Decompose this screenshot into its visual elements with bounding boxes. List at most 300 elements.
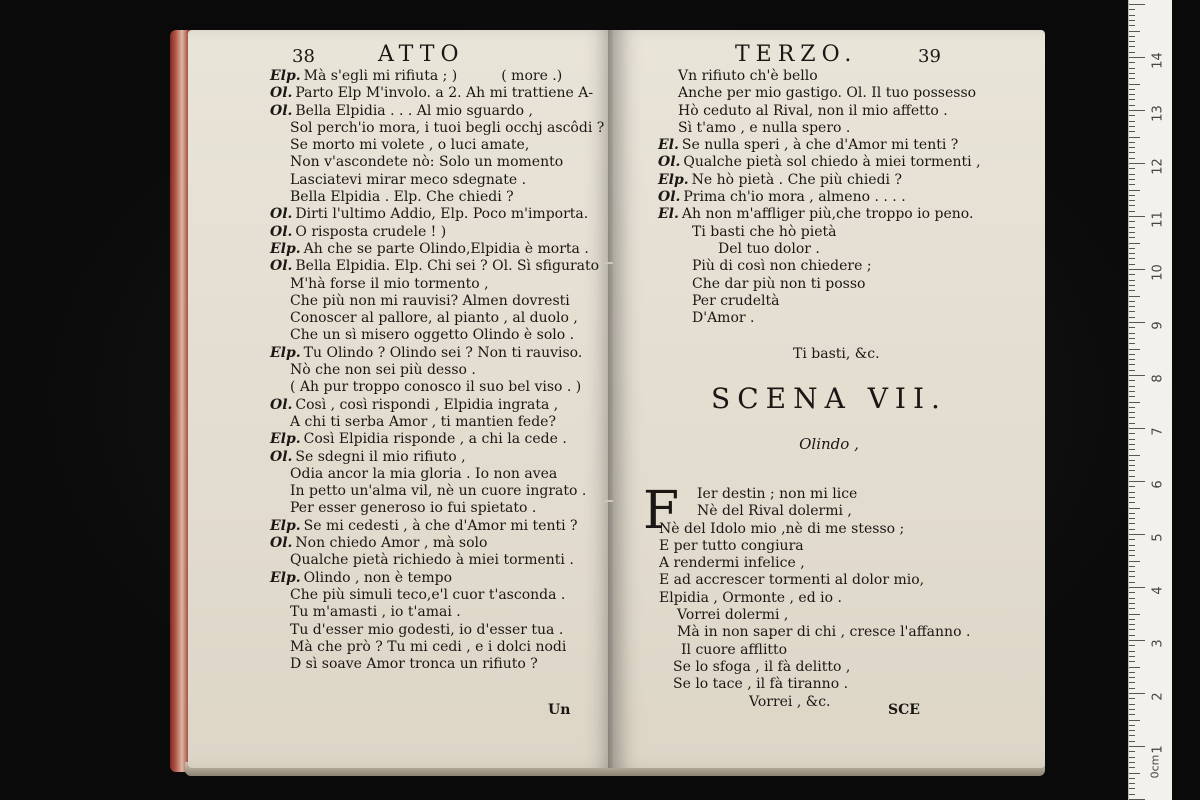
line-text: Olindo , non è tempo [303, 569, 453, 586]
left-page-text [270, 68, 604, 673]
ruler-tick [1129, 741, 1135, 742]
ruler-tick [1129, 645, 1135, 646]
text-line [658, 154, 981, 171]
ruler-tick [1129, 773, 1140, 774]
ruler-tick [1129, 41, 1135, 42]
text-line [270, 120, 604, 137]
ruler-tick [1129, 693, 1145, 694]
ruler-tick [1129, 227, 1135, 228]
ruler-tick [1129, 412, 1135, 413]
ruler-tick [1129, 343, 1135, 344]
ruler-tick [1129, 338, 1135, 339]
left-page [188, 30, 613, 768]
line-text: Nò che non sei più desso . [290, 362, 476, 379]
scene-line: Ier destin ; non mi lice [697, 486, 858, 502]
text-line [270, 172, 604, 189]
speaker-label: Ol. [270, 223, 293, 240]
ruler-tick [1129, 20, 1135, 21]
text-line [658, 258, 981, 275]
text-line [658, 120, 981, 137]
ruler-tick [1129, 168, 1135, 169]
speaker-label: Elp. [658, 171, 689, 188]
line-text: Non chiedo Amor , mà solo [295, 535, 488, 552]
ruler-tick [1129, 190, 1140, 191]
ruler-tick [1129, 386, 1135, 387]
ruler-tick [1129, 545, 1135, 546]
ruler-tick [1129, 587, 1145, 588]
ruler-tick [1129, 163, 1145, 164]
line-text: Così Elpidia risponde , a chi la cede . [303, 431, 567, 448]
text-line [658, 172, 981, 189]
ruler-number: 5 [1150, 533, 1166, 542]
ruler-tick [1129, 682, 1135, 683]
ruler-tick [1129, 476, 1135, 477]
line-text: Qualche pietà sol chiedo à miei tormenti , [683, 154, 981, 171]
ruler-tick [1129, 232, 1135, 233]
line-text: M'hà forse il mio tormento , [290, 275, 489, 292]
text-line [270, 466, 604, 483]
ruler-tick [1129, 518, 1135, 519]
ruler-tick [1129, 709, 1135, 710]
ruler-tick [1129, 608, 1135, 609]
ruler-tick [1129, 105, 1135, 106]
ruler-tick [1129, 598, 1135, 599]
line-text: Ah non m'affliger più,che troppo io peno. [681, 206, 974, 223]
ruler-tick [1129, 651, 1135, 652]
text-line [658, 310, 981, 327]
ruler-tick [1129, 539, 1135, 540]
ruler-tick [1129, 677, 1135, 678]
text-line [270, 189, 604, 206]
ruler-tick [1129, 205, 1135, 206]
ruler-tick [1129, 407, 1135, 408]
ruler-tick [1129, 470, 1135, 471]
scene-line: Il cuore afflitto [681, 641, 788, 658]
ruler-tick [1129, 778, 1135, 779]
scene-line: Nè del Idolo mio ,nè di me stesso ; [659, 520, 905, 537]
ruler-tick [1129, 285, 1135, 286]
ruler-tick [1129, 179, 1135, 180]
ruler-tick [1129, 730, 1135, 731]
speaker-label: Elp. [270, 569, 301, 586]
ruler-tick [1129, 561, 1140, 562]
ruler-tick [1129, 566, 1135, 567]
ditto-line: Ti basti, &c. [793, 346, 880, 362]
ruler-tick [1129, 794, 1135, 795]
ruler-tick [1129, 624, 1135, 625]
ruler-tick [1129, 68, 1135, 69]
ruler-tick [1129, 455, 1140, 456]
ruler-tick [1129, 402, 1140, 403]
line-text: Tu d'esser mio godesti, io d'esser tua . [290, 621, 564, 638]
ruler-number: 12 [1150, 158, 1166, 175]
text-line [658, 224, 981, 241]
ruler-tick [1129, 253, 1135, 254]
scene-line: Se lo tace , il fà tiranno . [673, 676, 849, 693]
text-line [658, 103, 981, 120]
text-line [270, 362, 604, 379]
speaker-label: El. [658, 137, 679, 154]
line-text: Dirti l'ultimo Addio, Elp. Poco m'importa. [295, 206, 589, 223]
line-text: O risposta crudele ! ) [295, 223, 447, 240]
text-line [270, 276, 604, 293]
text-line [270, 379, 604, 396]
ruler-tick [1129, 354, 1135, 355]
line-text: Qualche pietà richiedo à miei tormenti . [290, 552, 574, 569]
ruler-tick [1129, 364, 1135, 365]
ruler-tick [1129, 84, 1140, 85]
ruler-tick [1129, 78, 1135, 79]
text-line [658, 276, 981, 293]
ruler-tick [1129, 349, 1140, 350]
ruler-tick [1129, 375, 1145, 376]
line-text: A chi ti serba Amor , ti mantien fede? [290, 413, 556, 430]
line-text: Lasciatevi mirar meco sdegnate . [290, 171, 527, 188]
line-text: Tu m'amasti , io t'amai . [290, 604, 461, 621]
line-text: Mà che prò ? Tu mi cedi , e i dolci nodi [290, 638, 567, 655]
line-text: Hò ceduto al Rival, non il mio affetto . [678, 102, 948, 119]
text-line [270, 622, 604, 639]
ruler-tick [1129, 751, 1135, 752]
ruler-tick [1129, 52, 1135, 53]
text-line [270, 587, 604, 604]
ruler-tick [1129, 603, 1135, 604]
speaker-label: Elp. [270, 517, 301, 534]
ruler-tick [1129, 592, 1135, 593]
ruler-unit-label: 0cm [1148, 754, 1162, 779]
line-text: Tu Olindo ? Olindo sei ? Non ti rauviso. [303, 344, 583, 361]
ruler-tick [1129, 656, 1135, 657]
ruler-tick [1129, 380, 1135, 381]
text-line [270, 535, 604, 552]
text-line [658, 293, 981, 310]
ruler-tick [1129, 147, 1135, 148]
ruler-tick [1129, 31, 1140, 32]
running-header-left: ATTO [378, 42, 465, 67]
ruler-tick [1129, 296, 1140, 297]
ruler-tick [1129, 704, 1135, 705]
ruler-tick [1129, 370, 1135, 371]
scene-text [659, 486, 970, 711]
ruler-tick [1129, 152, 1135, 153]
line-text: Prima ch'io mora , almeno . . . . [683, 189, 906, 206]
ruler-tick [1129, 184, 1135, 185]
scene-character: Olindo , [799, 435, 859, 453]
line-text: Mà s'egli mi rifiuta ; ) [303, 68, 458, 84]
line-text: Bella Elpidia. Elp. Chi sei ? Ol. Sì sfigurato [295, 258, 600, 275]
ruler-number: 1 [1150, 745, 1166, 754]
ruler-tick [1129, 94, 1135, 95]
page-number-left: 38 [292, 46, 315, 67]
scene-line: Nè del Rival dolermi , [697, 503, 852, 520]
text-line [270, 310, 604, 327]
scene-line: E per tutto congiura [659, 537, 804, 554]
line-text: Se sdegni il mio rifiuto , [295, 448, 466, 465]
scene-line: Vorrei , &c. [749, 693, 831, 710]
ruler-tick [1129, 211, 1135, 212]
text-line [658, 241, 981, 258]
line-text: Che un sì misero oggetto Olindo è solo . [290, 327, 575, 344]
speaker-label: Elp. [270, 431, 301, 448]
ruler-tick [1129, 258, 1135, 259]
right-page [613, 30, 1045, 768]
ruler-tick [1129, 529, 1135, 530]
speaker-label: Elp. [270, 240, 301, 257]
ruler-tick [1129, 502, 1135, 503]
ruler-tick [1129, 688, 1135, 689]
line-text: Così , così rispondi , Elpidia ingrata , [295, 396, 559, 413]
catchword-left: Un [548, 702, 571, 718]
text-line [270, 639, 604, 656]
ruler-tick [1129, 555, 1135, 556]
scene-title: SCENA VII. [711, 382, 947, 415]
ruler-tick [1129, 672, 1135, 673]
ruler-tick [1129, 99, 1135, 100]
ruler-tick [1129, 767, 1135, 768]
ruler-tick [1129, 89, 1135, 90]
text-line [270, 552, 604, 569]
ruler-tick [1129, 460, 1135, 461]
stage-direction: ( more .) [501, 68, 563, 84]
ruler-number: 6 [1150, 480, 1166, 489]
ruler-tick [1129, 661, 1135, 662]
line-text: Che più simuli teco,e'l cuor t'asconda . [290, 586, 566, 603]
ruler-tick [1129, 264, 1135, 265]
ruler-number: 7 [1150, 427, 1166, 436]
ruler-number: 4 [1150, 586, 1166, 595]
line-text: In petto un'alma vil, nè un cuore ingrato . [290, 483, 587, 500]
speaker-label: Ol. [270, 448, 293, 465]
line-text: Che dar più non ti posso [692, 275, 866, 292]
scene-line: Se lo sfoga , il fà delitto , [673, 658, 851, 675]
text-line [658, 206, 981, 223]
ruler-tick [1129, 534, 1145, 535]
ruler-number: 2 [1150, 692, 1166, 701]
line-text: Odia ancor la mia gloria . Io non avea [290, 465, 558, 482]
ruler-tick [1129, 396, 1135, 397]
speaker-label: Ol. [270, 206, 293, 223]
line-text: Conoscer al pallore, al pianto , al duolo , [290, 310, 578, 327]
speaker-label: Elp. [270, 344, 301, 361]
speaker-label: Elp. [270, 68, 301, 84]
ruler-tick [1129, 433, 1135, 434]
ruler-tick [1129, 497, 1135, 498]
speaker-label: Ol. [658, 154, 681, 171]
ruler-tick [1129, 333, 1135, 334]
ruler-tick [1129, 746, 1145, 747]
ruler-number: 11 [1150, 211, 1166, 228]
ruler-tick [1129, 110, 1145, 111]
text-line [270, 327, 604, 344]
text-line [270, 241, 604, 258]
ruler-tick [1129, 15, 1135, 16]
line-text: Per esser generoso io fui spietato . [290, 500, 537, 517]
ruler-tick [1129, 221, 1135, 222]
ruler-tick [1129, 720, 1140, 721]
text-line [270, 137, 604, 154]
ruler-tick [1129, 243, 1140, 244]
text-line [270, 431, 604, 448]
ruler-tick [1129, 762, 1135, 763]
line-text: ( Ah pur troppo conosco il suo bel viso . ) [290, 379, 582, 396]
ruler-tick [1129, 428, 1145, 429]
ruler-tick [1129, 301, 1135, 302]
ruler-tick [1129, 46, 1135, 47]
text-line [270, 604, 604, 621]
line-text: Sì t'amo , e nulla spero . [678, 119, 851, 136]
line-text: Più di così non chiedere ; [692, 258, 872, 275]
ruler-tick [1129, 582, 1135, 583]
measuring-ruler [1128, 0, 1172, 800]
ruler-tick [1129, 439, 1135, 440]
ruler-tick [1129, 465, 1135, 466]
line-text: Se nulla speri , à che d'Amor mi tenti ? [681, 137, 959, 154]
ruler-tick [1129, 444, 1135, 445]
text-line [658, 68, 981, 85]
ruler-number: 13 [1150, 105, 1166, 122]
speaker-label: Ol. [270, 535, 293, 552]
ruler-tick [1129, 550, 1135, 551]
line-text: Bella Elpidia . . . Al mio sguardo , [295, 102, 533, 119]
ruler-tick [1129, 788, 1135, 789]
text-line [270, 414, 604, 431]
text-line [270, 483, 604, 500]
ruler-tick [1129, 449, 1135, 450]
catchword-right: SCE [888, 702, 920, 718]
text-line [658, 189, 981, 206]
ruler-number: 10 [1150, 264, 1166, 281]
ruler-number: 3 [1150, 639, 1166, 648]
ruler-tick [1129, 417, 1135, 418]
ruler-tick [1129, 195, 1135, 196]
ruler-tick [1129, 115, 1135, 116]
ruler-tick [1129, 735, 1135, 736]
text-line [270, 224, 604, 241]
speaker-label: Ol. [270, 396, 293, 413]
text-line [270, 206, 604, 223]
scene-line: E ad accrescer tormenti al dolor mio, [659, 572, 925, 589]
ruler-tick [1129, 757, 1135, 758]
ruler-tick [1129, 158, 1135, 159]
text-line [270, 293, 604, 310]
ruler-tick [1129, 576, 1135, 577]
ruler-number: 14 [1150, 52, 1166, 69]
ruler-tick [1129, 269, 1145, 270]
text-line [270, 500, 604, 517]
ruler-tick [1129, 783, 1135, 784]
line-text: Vn rifiuto ch'è bello [678, 68, 818, 84]
text-line [270, 656, 604, 673]
ruler-tick [1129, 142, 1135, 143]
ruler-tick [1129, 237, 1135, 238]
ruler-tick [1129, 322, 1145, 323]
scene-line: Elpidia , Ormonte , ed io . [659, 589, 842, 606]
ruler-tick [1129, 121, 1135, 122]
speaker-label: Ol. [270, 258, 293, 275]
text-line [270, 570, 604, 587]
speaker-label: Ol. [270, 102, 293, 119]
ruler-tick [1129, 9, 1135, 10]
line-text: Non v'ascondete nò: Solo un momento [290, 154, 564, 171]
ruler-tick [1129, 216, 1145, 217]
ruler-number: 8 [1150, 374, 1166, 383]
line-text: Parto Elp M'involo. a 2. Ah mi trattiene A- [295, 85, 594, 102]
ruler-tick [1129, 523, 1135, 524]
text-line [270, 154, 604, 171]
ruler-tick [1129, 280, 1135, 281]
ruler-tick [1129, 317, 1135, 318]
text-line [270, 103, 604, 120]
scene-line: A rendermi infelice , [659, 555, 805, 572]
text-line [658, 85, 981, 102]
ruler-tick [1129, 481, 1145, 482]
text-line [270, 68, 604, 85]
ruler-tick [1129, 4, 1145, 5]
ruler-tick [1129, 714, 1135, 715]
text-line [270, 449, 604, 466]
ruler-tick [1129, 25, 1135, 26]
drop-cap: F [643, 481, 680, 541]
right-page-text [658, 68, 981, 327]
ruler-tick [1129, 513, 1135, 514]
line-text: Ah che se parte Olindo,Elpidia è morta . [303, 240, 589, 257]
ruler-tick [1129, 508, 1140, 509]
ruler-tick [1129, 486, 1135, 487]
speaker-label: Ol. [270, 85, 293, 102]
ruler-tick [1129, 571, 1135, 572]
ruler-tick [1129, 137, 1140, 138]
text-line [270, 258, 604, 275]
page-number-right: 39 [918, 46, 941, 67]
ruler-tick [1129, 640, 1145, 641]
ruler-tick [1129, 174, 1135, 175]
scene-line: Vorrei dolermi , [677, 607, 789, 624]
ruler-number: 9 [1150, 321, 1166, 330]
line-text: Anche per mio gastigo. Ol. Il tuo possesso [678, 85, 977, 102]
ruler-tick [1129, 667, 1140, 668]
ruler-tick [1129, 200, 1135, 201]
ruler-tick [1129, 619, 1135, 620]
line-text: D sì soave Amor tronca un rifiuto ? [290, 656, 538, 673]
line-text: Bella Elpidia . Elp. Che chiedi ? [290, 189, 514, 206]
line-text: Del tuo dolor . [718, 240, 820, 257]
ruler-tick [1129, 629, 1135, 630]
line-text: Per crudeltà [692, 292, 780, 309]
line-text: Ti basti che hò pietà [692, 223, 837, 240]
text-line [270, 345, 604, 362]
ruler-tick [1129, 306, 1135, 307]
speaker-label: El. [658, 206, 679, 223]
line-text: D'Amor . [692, 310, 755, 327]
line-text: Sol perch'io mora, i tuoi begli occhj ascôdi ? [290, 119, 605, 136]
ruler-tick [1129, 311, 1135, 312]
ruler-tick [1129, 635, 1135, 636]
text-line [270, 518, 604, 535]
ruler-tick [1129, 492, 1135, 493]
ruler-tick [1129, 36, 1135, 37]
ruler-tick [1129, 725, 1135, 726]
ruler-tick [1129, 57, 1145, 58]
speaker-label: Ol. [658, 189, 681, 206]
ruler-tick [1129, 359, 1135, 360]
running-header-right: TERZO. [735, 42, 858, 67]
ruler-tick [1129, 62, 1135, 63]
ruler-tick [1129, 698, 1135, 699]
text-line [270, 85, 604, 102]
line-text: Che più non mi rauvisi? Almen dovresti [290, 292, 570, 309]
ruler-tick [1129, 327, 1135, 328]
ruler-tick [1129, 248, 1135, 249]
